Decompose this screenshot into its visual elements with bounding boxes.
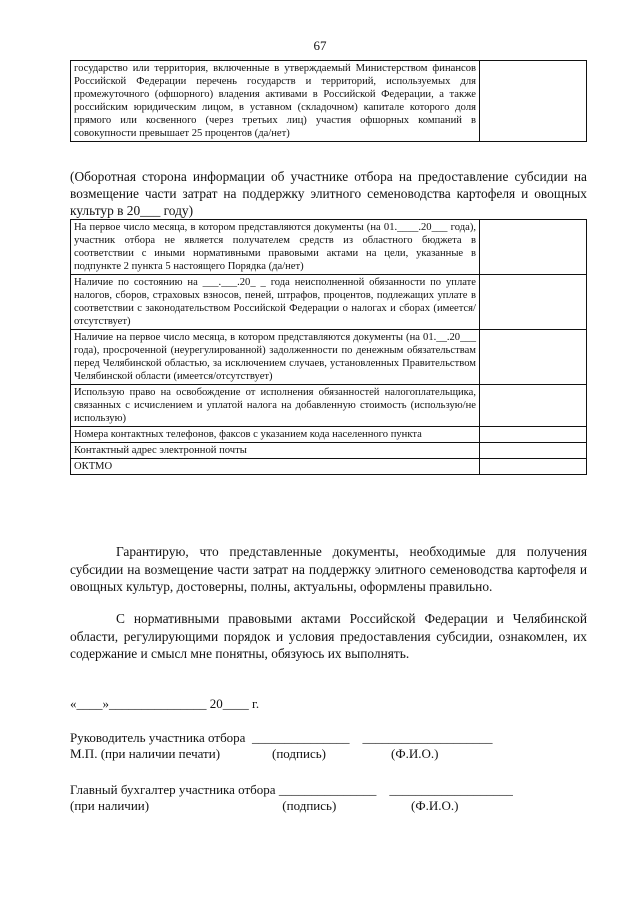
table-cell-text: Номера контактных телефонов, факсов с указанием кода населенного пункта [71,427,480,443]
table-cell-answer[interactable] [480,459,587,475]
table-row [71,459,587,475]
table-cell-text: Контактный адрес электронной почты [71,443,480,459]
table-cell-answer[interactable] [480,427,587,443]
date-line: «____»_______________ 20____ г. [70,696,260,711]
head-signature-captions: М.П. (при наличии печати) (подпись) (Ф.И.О.) [70,746,439,761]
table-cell-answer[interactable] [480,330,587,385]
accountant-signature-line: Главный бухгалтер участника отбора _______________ ___________________ [70,782,513,797]
acknowledgement-paragraph: С нормативными правовыми актами Российской Федерации и Челябинской области, регулирующими порядок и условия предоставления субсидии, ознакомлен, их содержание и смысл мне понятны, обязуюсь их выполнять. [70,611,587,661]
participant-info-table [70,219,587,475]
table-row [71,427,587,443]
top-info-table [70,60,587,142]
table-row [71,330,587,385]
table-cell-text: Использую право на освобождение от исполнения обязанностей налогоплательщика, связанных с исчислением и уплатой налога на добавленную стоимость (использую/не использую) [71,385,480,427]
table-row [71,275,587,330]
table-cell-text: ОКТМО [71,459,480,475]
table-row [71,443,587,459]
table-cell-text: Наличие по состоянию на ___.___.20_ _ года неисполненной обязанности по уплате налогов, сборов, страховых взносов, пеней, штрафов, процентов, подлежащих уплате в соответствии с законодательством Российской Федерации о налогах и сборах (имеется/отсутствует) [71,275,480,330]
table-cell-answer[interactable] [480,220,587,275]
table-cell-text: На первое число месяца, в котором представляются документы (на 01.____.20___ года), участник отбора не является получателем средств из областного бюджета в соответствии с иными нормативными правовыми актами на цели, указанные в подпункте 2 пункта 5 настоящего Порядка (да/нет) [71,220,480,275]
guarantee-paragraph: Гарантирую, что представленные документы, необходимые для получения субсидии на возмещение части затрат на поддержку элитного семеноводства картофеля и овощных культур, достоверны, полны, актуальны, оформлены правильно. [70,544,587,594]
table-cell-text: Наличие на первое число месяца, в котором представляются документы (на 01.__.20___ года), просроченной (неурегулированной) задолженности по денежным обязательствам перед Челябинской областью, за исключением случаев, установленных Правительством Челябинской области (имеется/отсутствует) [71,330,480,385]
accountant-signature-captions: (при наличии) (подпись) (Ф.И.О.) [70,798,459,813]
table-cell-answer[interactable] [480,385,587,427]
table-cell-answer[interactable] [480,275,587,330]
table-row [71,220,587,275]
table-row [71,61,587,142]
table-cell-text: государство или территория, включенные в утверждаемый Министерством финансов Российской Федерации перечень государств и территорий, используемых для промежуточного (офшорного) владения активами в Российской Федерации, а также российским юридическим лицом, в уставном (складочном) капитале которого доля прямого или косвенного (через третьих лиц) участия офшорных компаний в совокупности превышает 25 процентов (да/нет) [71,61,480,142]
head-signature-line: Руководитель участника отбора _______________ ____________________ [70,730,493,745]
table-row [71,385,587,427]
reverse-side-heading: (Оборотная сторона информации об участнике отбора на предоставление субсидии на возмещение части затрат на поддержку элитного семеноводства картофеля и овощных культур в 20___ году) [70,169,587,218]
table-cell-answer[interactable] [480,61,587,142]
table-cell-answer[interactable] [480,443,587,459]
page-number: 67 [313,38,327,53]
